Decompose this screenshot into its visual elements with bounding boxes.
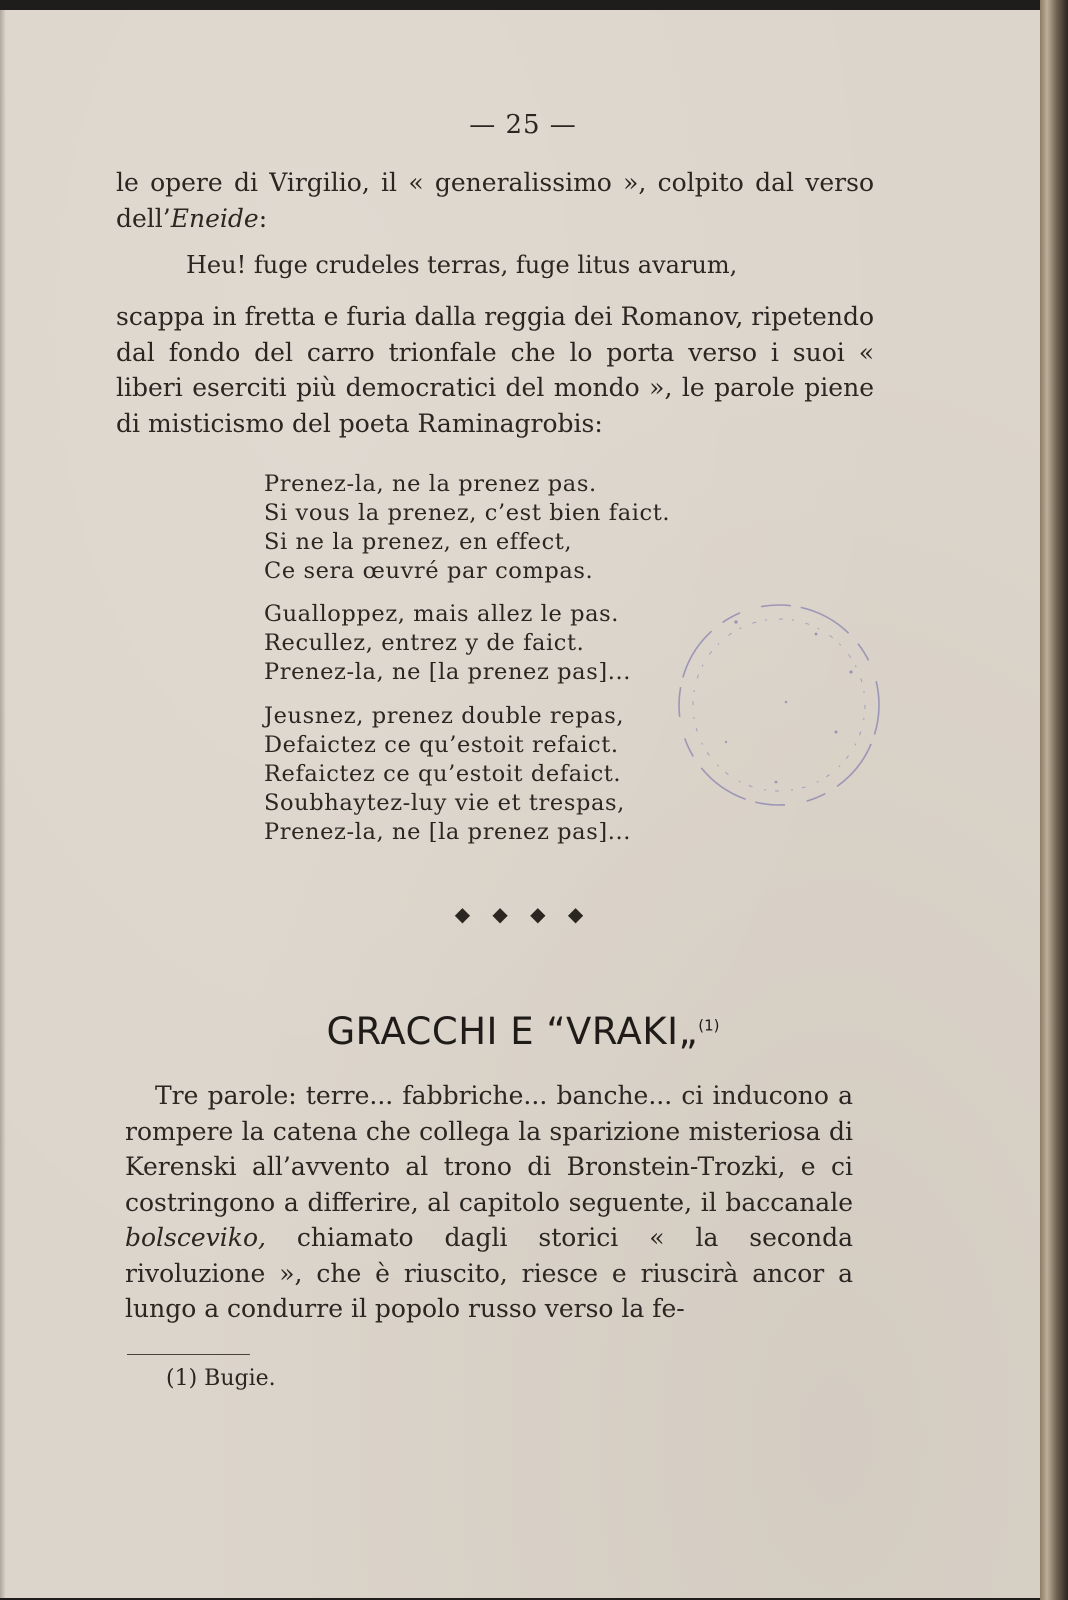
paragraph-romanov xyxy=(116,299,874,441)
paragraph-gracchi-text: Tre parole: terre... fabbriche... banche... ci inducono a rompere la catena che collega la sparizione misteriosa di Kerenski all’avvento al trono di Bronstein-Trozki, e ci costringono a differire, al capitolo seguente, il baccanale xyxy=(125,1081,853,1217)
paragraph-opening-colon: : xyxy=(258,203,268,233)
paragraph-gracchi-text-end: chiamato dagli storici « la seconda rivoluzione », che è riuscito, riesce e riuscirà ancor a lungo a condurre il popolo russo verso la fe- xyxy=(125,1223,853,1323)
latin-quote: Heu! fuge crudeles terras, fuge litus avarum, xyxy=(186,251,738,279)
verse-line: Si ne la prenez, en effect, xyxy=(264,529,573,555)
verse-line: Prenez-la, ne [la prenez pas]... xyxy=(264,819,631,845)
paragraph-opening-text: le opere di Virgilio, il « generalissimo », colpito dal verso dell’ xyxy=(116,168,874,233)
verse-line: Ce sera œuvré par compas. xyxy=(264,558,594,584)
library-stamp xyxy=(666,592,892,818)
verse-line: Defaictez ce qu’estoit refaict. xyxy=(264,732,619,758)
paragraph-gracchi xyxy=(125,1078,853,1327)
footnote-marker: (1) xyxy=(698,1016,720,1035)
section-ornament: ◆ ◆ ◆ ◆ xyxy=(454,902,592,926)
footnote-divider xyxy=(127,1354,250,1355)
eneide-title: Eneide xyxy=(170,203,259,233)
verse-line: Jeusnez, prenez double repas, xyxy=(264,703,625,729)
verse-stanza-3 xyxy=(264,702,631,847)
bolsceviko-word: bolsceviko, xyxy=(125,1223,266,1252)
verse-line: Gualloppez, mais allez le pas. xyxy=(264,601,620,627)
book-page xyxy=(0,10,1046,1598)
verse-line: Prenez-la, ne la prenez pas. xyxy=(264,471,597,497)
page-left-edge xyxy=(0,10,6,1598)
book-binding xyxy=(1040,0,1068,1600)
verse-line: Refaictez ce qu’estoit defaict. xyxy=(264,761,622,787)
paragraph-opening xyxy=(116,165,874,236)
section-heading xyxy=(0,1010,1046,1053)
verse-line: Prenez-la, ne [la prenez pas]... xyxy=(264,659,631,685)
verse-line: Soubhaytez-luy vie et trespas, xyxy=(264,790,625,816)
verse-line: Recullez, entrez y de faict. xyxy=(264,630,585,656)
footnote: (1) Bugie. xyxy=(166,1366,276,1391)
section-heading-title: GRACCHI E “VRAKI„ xyxy=(326,1010,699,1053)
verse-stanza-2 xyxy=(264,600,631,687)
verse-stanza-1 xyxy=(264,470,670,586)
paragraph-romanov-text: scappa in fretta e furia dalla reggia dei Romanov, ripetendo dal fondo del carro trionfale che lo porta verso i suoi « liberi eserciti più democratici del mondo », le parole piene di misticismo del poeta Raminagrobis: xyxy=(116,302,874,438)
verse-line: Si vous la prenez, c’est bien faict. xyxy=(264,500,671,526)
page-number: — 25 — xyxy=(469,110,577,140)
